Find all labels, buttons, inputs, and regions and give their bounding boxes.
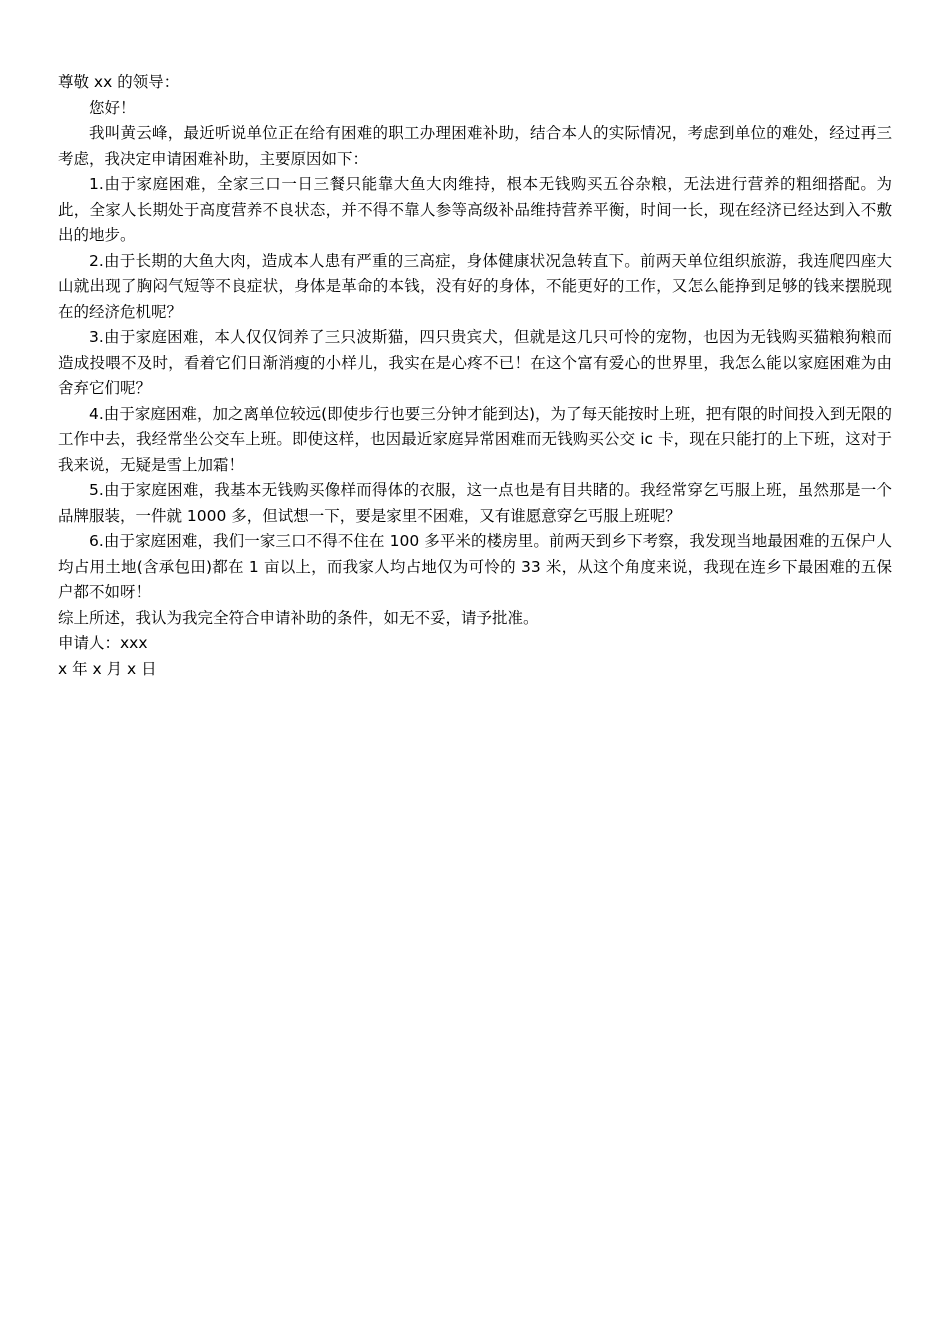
date: x 年 x 月 x 日 xyxy=(58,659,157,678)
applicant: 申请人：xxx xyxy=(58,634,148,652)
reason-1: 1.由于家庭困难，全家三口一日三餐只能靠大鱼大肉维持，根本无钱购买五谷杂粮，无法进行营养的粗细搭配。为此，全家人长期处于高度营养不良状态，并不得不靠人参等高级补品维持营养平衡，时间一长，现在经济已经达到入不敷出的地步。 xyxy=(58,175,892,244)
reason-5: 5.由于家庭困难，我基本无钱购买像样而得体的衣服，这一点也是有目共睹的。我经常穿乞丐服上班，虽然那是一个品牌服装，一件就 1000 多，但试想一下，要是家里不困难，又有谁愿意穿乞丐服上班呢？ xyxy=(58,481,892,525)
reason-6: 6.由于家庭困难，我们一家三口不得不住在 100 多平米的楼房里。前两天到乡下考察，我发现当地最困难的五保户人均占用土地(含承包田)都在 1 亩以上，而我家人均占地仅为可怜的 33 米，从这个角度来说，我现在连乡下最困难的五保户都不如呀！ xyxy=(58,532,892,601)
reason-2: 2.由于长期的大鱼大肉，造成本人患有严重的三高症，身体健康状况急转直下。前两天单位组织旅游，我连爬四座大山就出现了胸闷气短等不良症状，身体是革命的本钱，没有好的身体，不能更好的工作，又怎么能挣到足够的钱来摆脱现在的经济危机呢？ xyxy=(58,251,892,321)
letter-body xyxy=(58,70,892,682)
intro-paragraph: 我叫黄云峰，最近听说单位正在给有困难的职工办理困难补助，结合本人的实际情况，考虑到单位的难处，经过再三考虑，我决定申请困难补助，主要原因如下： xyxy=(58,124,892,168)
reason-4: 4.由于家庭困难，加之离单位较远(即使步行也要三分钟才能到达)，为了每天能按时上班，把有限的时间投入到无限的工作中去，我经常坐公交车上班。即使这样，也因最近家庭异常困难而无钱购买公交 ic 卡，现在只能打的上下班，这对于我来说，无疑是雪上加霜！ xyxy=(58,404,892,474)
salutation: 尊敬 xx 的领导： xyxy=(58,73,180,91)
conclusion: 综上所述，我认为我完全符合申请补助的条件，如无不妥，请予批准。 xyxy=(58,608,539,627)
reason-3: 3.由于家庭困难，本人仅仅饲养了三只波斯猫，四只贵宾犬，但就是这几只可怜的宠物，也因为无钱购买猫粮狗粮而造成投喂不及时，看着它们日渐消瘦的小样儿，我实在是心疼不已！在这个富有爱心的世界里，我怎么能以家庭困难为由舍弃它们呢？ xyxy=(58,328,892,397)
greeting: 您好！ xyxy=(89,98,136,117)
